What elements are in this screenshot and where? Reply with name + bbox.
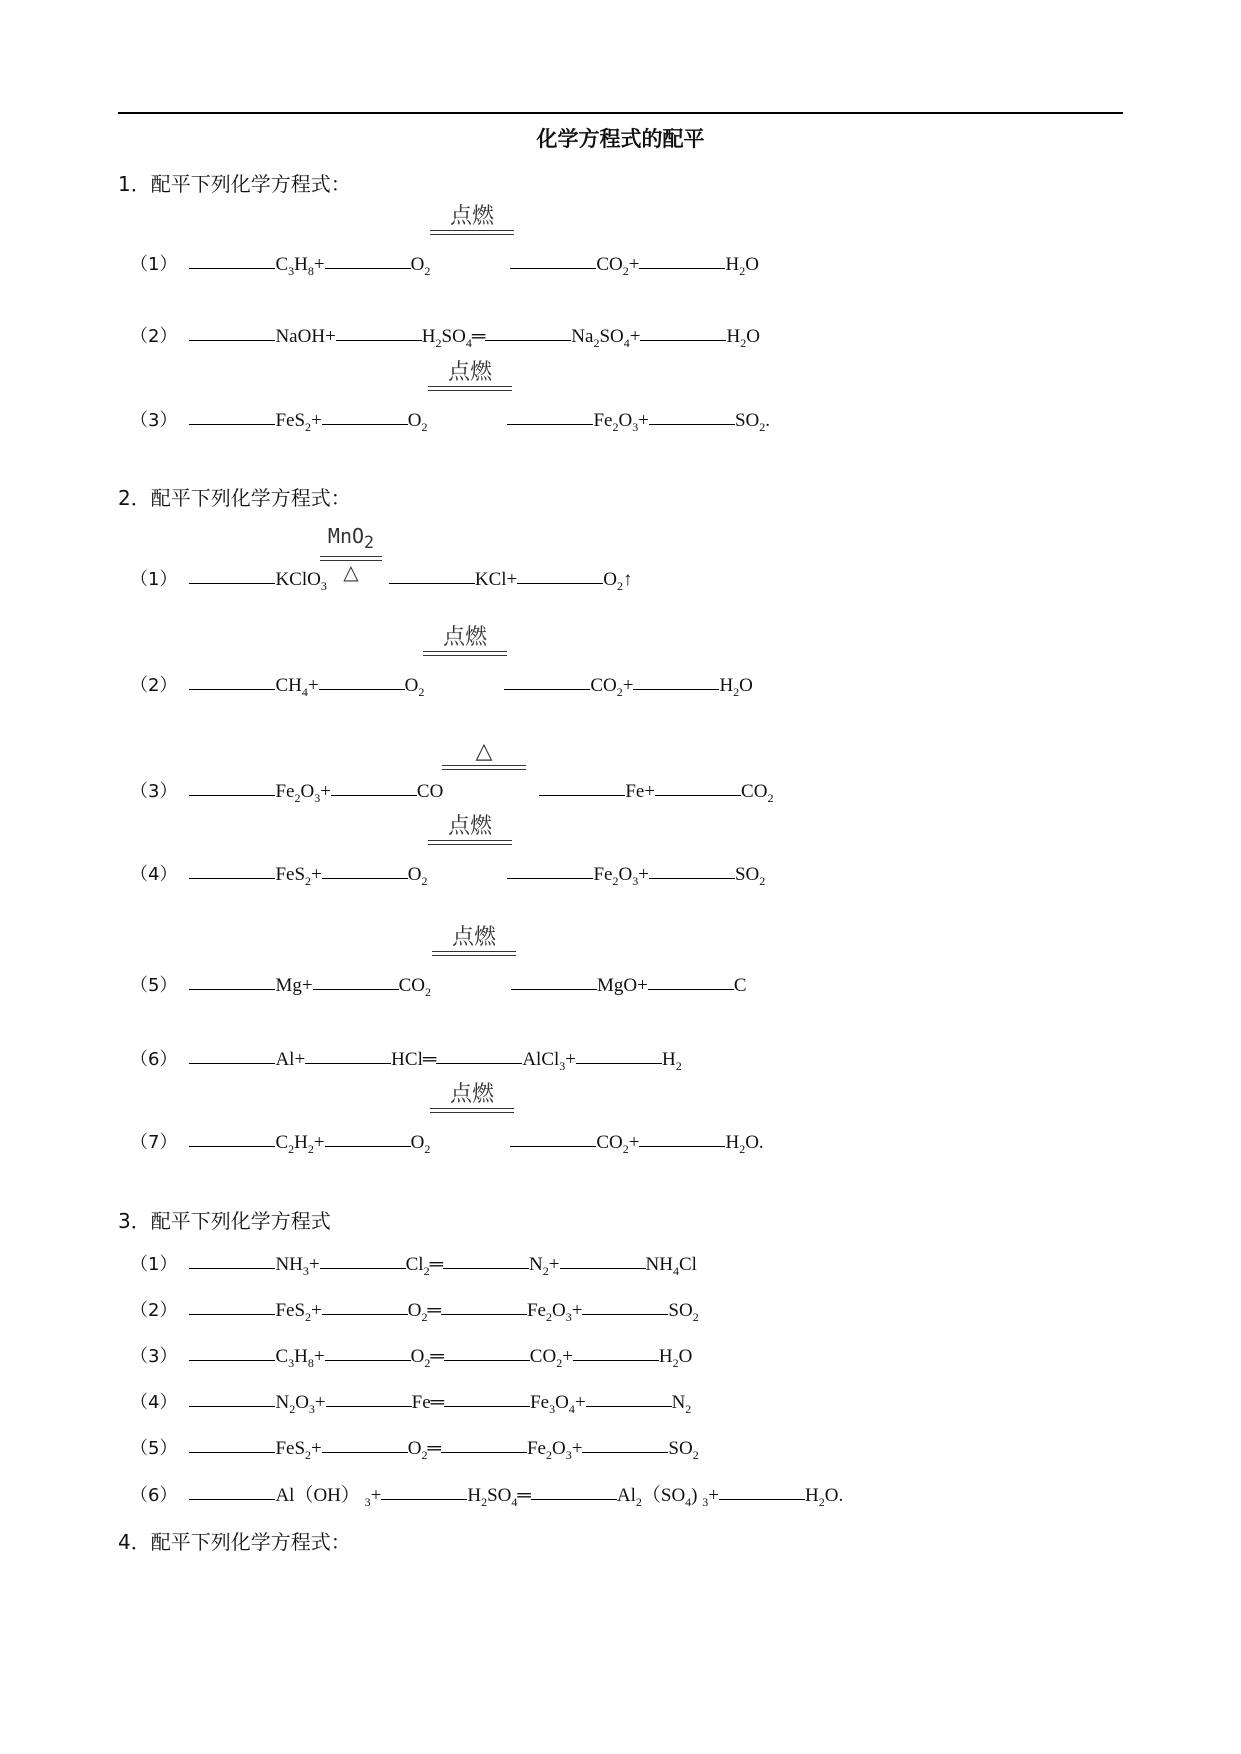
coefficient-blank: [331, 795, 417, 796]
item-index: （1）: [130, 569, 178, 590]
coefficient-blank: [189, 1499, 275, 1500]
formula: $O_2$: [407, 410, 428, 434]
coefficient-blank: [189, 1360, 275, 1361]
formula: $Cl_2$: [405, 1254, 430, 1278]
formula: $O_2$: [410, 254, 431, 278]
coefficient-blank: [576, 1063, 662, 1064]
coefficient-blank: [719, 1499, 805, 1500]
formula: Mg: [275, 975, 302, 996]
top-rule: [118, 112, 1123, 114]
coefficient-blank: [441, 1314, 527, 1315]
coefficient-blank: [443, 1268, 529, 1269]
formula: C: [733, 975, 747, 996]
formula: $CO_2$: [590, 675, 623, 699]
section-heading: 1．配平下列化学方程式：: [118, 172, 351, 196]
coefficient-blank: [325, 268, 411, 269]
formula: $CO_2$: [596, 1132, 629, 1156]
equals-sign: ═: [422, 1049, 437, 1070]
formula: $Fe_2O_3$: [593, 864, 639, 888]
coefficient-blank: [441, 1452, 527, 1453]
equation-line: （2） $CH_4+ O_2$ $CO_2+ H_2O$: [130, 675, 753, 699]
formula: CO: [416, 781, 444, 802]
formula: $H_2SO_4$: [421, 326, 472, 350]
equation-line: （3） $FeS_2+ O_2$ $Fe_2O_3+ SO_2$.: [130, 410, 770, 434]
coefficient-blank: [485, 340, 571, 341]
coefficient-blank: [326, 1406, 412, 1407]
equation-line: （2） NaOH+ $H_2SO_4═$ $Na_2SO_4+ H_2O$: [130, 326, 760, 350]
formula: FeS$_2$: [275, 864, 312, 888]
formula: MgO: [596, 975, 638, 996]
formula: $CH_4$: [275, 675, 308, 699]
coefficient-blank: [189, 340, 275, 341]
equation-line: （1） $NH_3+$ $Cl_2═$ $N_2+ NH_4Cl$: [130, 1254, 697, 1278]
equation-line: （5） $Mg+ CO_2$ MgO+ C: [130, 975, 747, 999]
coefficient-blank: [336, 340, 422, 341]
coefficient-blank: [639, 1146, 725, 1147]
coefficient-blank: [189, 1314, 275, 1315]
formula: Fe: [625, 781, 645, 802]
catalyst-heat-condition: MnO$_2$ △: [320, 523, 382, 583]
formula: $H_2O$: [726, 326, 760, 350]
formula: Al（OH） $_3$: [275, 1485, 371, 1509]
formula: $N_2$: [529, 1254, 549, 1278]
coefficient-blank: [325, 1146, 411, 1147]
coefficient-blank: [189, 1146, 275, 1147]
formula: $CO_2$: [596, 254, 629, 278]
coefficient-blank: [322, 424, 408, 425]
item-index: （1）: [130, 254, 178, 275]
formula: $CO_2$: [529, 1346, 563, 1370]
coefficient-blank: [189, 1268, 275, 1269]
formula: $SO_2$: [668, 1438, 699, 1462]
equals-sign: ═: [429, 1254, 444, 1275]
coefficient-blank: [640, 340, 726, 341]
coefficient-blank: [444, 1360, 530, 1361]
coefficient-blank: [582, 1314, 668, 1315]
equals-sign: ═: [517, 1485, 531, 1506]
section-heading: 3．配平下列化学方程式: [118, 1209, 331, 1233]
coefficient-blank: [381, 1499, 467, 1500]
coefficient-blank: [319, 689, 405, 690]
coefficient-blank: [649, 424, 735, 425]
formula: $H_2SO_4$: [467, 1485, 518, 1509]
coefficient-blank: [189, 878, 275, 879]
equation-line: （2） $FeS_2+ O_2═$ $Fe_2O_3+ SO_2$: [130, 1300, 699, 1324]
equation-line: （7） $C_2H_2+ O_2$ $CO_2+ H_2O$.: [130, 1132, 764, 1156]
item-index: （3）: [130, 781, 178, 802]
coefficient-blank: [189, 1063, 275, 1064]
formula: AlCl$_3$: [522, 1049, 566, 1073]
coefficient-blank: [655, 795, 741, 796]
formula: $C_3H_8$: [275, 254, 314, 278]
formula: FeS$_2$: [275, 410, 312, 434]
equals-sign: ═: [471, 326, 486, 347]
formula: HCl: [391, 1049, 423, 1070]
item-index: （1）: [130, 1254, 178, 1275]
coefficient-blank: [444, 1406, 530, 1407]
formula: $Fe_2O_3$: [593, 410, 639, 434]
coefficient-blank: [320, 1268, 406, 1269]
item-index: （2）: [130, 1300, 178, 1321]
coefficient-blank: [189, 1452, 275, 1453]
formula: Fe: [411, 1392, 431, 1413]
equation-line: （1） KClO$_3$ $KCl+ O_2↑$: [130, 569, 633, 593]
coefficient-blank: [639, 268, 725, 269]
section-heading: 4．配平下列化学方程式：: [118, 1530, 351, 1554]
item-index: （6）: [130, 1049, 178, 1070]
formula: $Fe_2O_3$: [526, 1300, 572, 1324]
equals-sign: ═: [427, 1300, 441, 1321]
coefficient-blank: [436, 1063, 522, 1064]
coefficient-blank: [189, 268, 275, 269]
formula: $Na_2SO_4$: [571, 326, 630, 350]
coefficient-blank: [189, 795, 275, 796]
equation-line: （6） Al（OH） $_3+ H_2SO_4═$ $Al_2(SO_4)$ $_3+ H_2O$.: [130, 1485, 844, 1509]
coefficient-blank: [573, 1360, 659, 1361]
coefficient-blank: [189, 1406, 275, 1407]
equation-line: （4） $N_2O_3+$ Fe═ $Fe_3O_4+ N_2$: [130, 1392, 692, 1416]
formula: NaOH: [275, 326, 326, 347]
formula: $O_2$: [407, 1300, 428, 1324]
formula: $C_3H_8$: [275, 1346, 314, 1370]
formula: $O_2$: [410, 1346, 431, 1370]
item-index: （4）: [130, 1392, 178, 1413]
equals-sign: ═: [430, 1346, 444, 1367]
coefficient-blank: [633, 689, 719, 690]
formula: $H_2O$: [725, 254, 759, 278]
coefficient-blank: [517, 583, 603, 584]
formula: $CO_2$: [741, 781, 774, 805]
coefficient-blank: [322, 878, 408, 879]
equation-line: （1） $C_3H_8+ O_2$ $CO_2+ H_2O$: [130, 254, 759, 278]
formula: FeS$_2$: [275, 1300, 312, 1324]
coefficient-blank: [510, 1146, 596, 1147]
equals-sign: ═: [430, 1392, 445, 1413]
equation-line: （6） Al+ HCl═ AlCl$_3$+ $H_2$: [130, 1049, 682, 1073]
formula: $H_2O$: [658, 1346, 693, 1370]
formula: $O_2$: [407, 864, 428, 888]
item-index: （3）: [130, 410, 178, 431]
item-index: （6）: [130, 1485, 178, 1506]
formula: KClO$_3$: [275, 569, 327, 593]
ignition-condition: 点燃: [428, 814, 512, 845]
coefficient-blank: [322, 1452, 408, 1453]
coefficient-blank: [507, 424, 593, 425]
coefficient-blank: [305, 1063, 391, 1064]
formula: $H_2O$: [725, 1132, 759, 1156]
formula: $SO_2$: [734, 410, 766, 434]
coefficient-blank: [189, 424, 275, 425]
ignition-condition: 点燃: [432, 925, 516, 956]
item-index: （2）: [130, 675, 178, 696]
formula: $Al_2(SO_4)$ $_3$: [616, 1485, 709, 1509]
formula: $O_2$: [407, 1438, 428, 1462]
formula: $O_2$: [410, 1132, 431, 1156]
formula: $NH_3$: [275, 1254, 309, 1278]
ignition-condition: 点燃: [430, 204, 514, 235]
coefficient-blank: [648, 989, 734, 990]
formula: $Fe_3O_4$: [530, 1392, 575, 1416]
formula: $O_2$: [404, 675, 425, 699]
coefficient-blank: [560, 1268, 646, 1269]
item-index: （5）: [130, 975, 178, 996]
formula: $SO_2$: [668, 1300, 699, 1324]
formula: $H_2O$: [719, 675, 753, 699]
coefficient-blank: [189, 583, 275, 584]
coefficient-blank: [586, 1406, 672, 1407]
section-heading: 2．配平下列化学方程式：: [118, 486, 351, 510]
formula: KCl: [474, 569, 507, 590]
equation-line: （5） $FeS_2+ O_2═$ $Fe_2O_3+ SO_2$: [130, 1438, 699, 1462]
formula: $C_2H_2$: [275, 1132, 314, 1156]
page-title: 化学方程式的配平: [536, 127, 705, 151]
coefficient-blank: [504, 689, 590, 690]
coefficient-blank: [511, 989, 597, 990]
formula: Al: [275, 1049, 295, 1070]
item-index: （3）: [130, 1346, 178, 1367]
ignition-condition: 点燃: [423, 625, 507, 656]
equals-sign: ═: [427, 1438, 441, 1459]
equation-line: （3） $C_3H_8+$ $O_2═$ $CO_2+ H_2O$: [130, 1346, 693, 1370]
formula: $N_2$: [671, 1392, 692, 1416]
coefficient-blank: [539, 795, 625, 796]
item-index: （4）: [130, 864, 178, 885]
equation-line: （4） $FeS_2+ O_2$ $Fe_2O_3+ SO_2$: [130, 864, 766, 888]
ignition-condition: 点燃: [430, 1082, 514, 1113]
coefficient-blank: [189, 689, 275, 690]
formula: $N_2O_3$: [275, 1392, 315, 1416]
formula: $H_2$: [662, 1049, 682, 1073]
coefficient-blank: [649, 878, 735, 879]
formula: $H_2O$: [804, 1485, 839, 1509]
coefficient-blank: [389, 583, 475, 584]
coefficient-blank: [582, 1452, 668, 1453]
formula: $Fe_2O_3$: [275, 781, 321, 805]
coefficient-blank: [189, 989, 275, 990]
formula: $Fe_2O_3$: [526, 1438, 572, 1462]
coefficient-blank: [531, 1499, 617, 1500]
coefficient-blank: [325, 1360, 411, 1361]
coefficient-blank: [510, 268, 596, 269]
formula: $CO_2$: [398, 975, 431, 999]
ignition-condition: 点燃: [428, 360, 512, 391]
coefficient-blank: [313, 989, 399, 990]
equation-line: （3） $Fe_2O_3+$ CO $Fe+ CO_2$: [130, 781, 774, 805]
formula: $NH_4Cl$: [645, 1254, 697, 1278]
coefficient-blank: [507, 878, 593, 879]
coefficient-blank: [322, 1314, 408, 1315]
formula: $O_2$: [603, 569, 623, 593]
item-index: （7）: [130, 1132, 178, 1153]
item-index: （2）: [130, 326, 178, 347]
heating-condition: △: [442, 739, 526, 770]
formula: FeS$_2$: [275, 1438, 312, 1462]
formula: $SO_2$: [734, 864, 766, 888]
item-index: （5）: [130, 1438, 178, 1459]
